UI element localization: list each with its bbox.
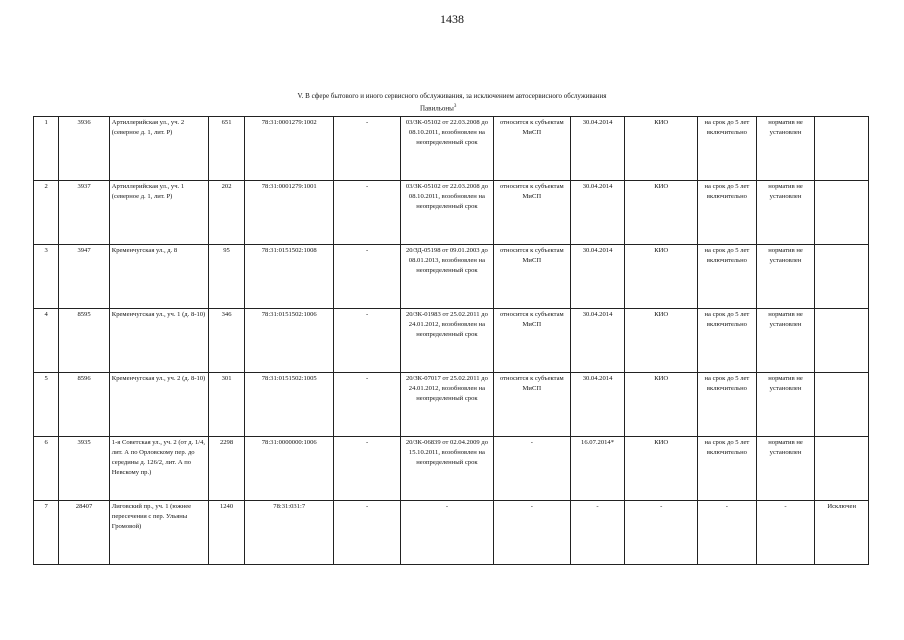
cell-term: на срок до 5 лет включительно [698,437,757,501]
table-row [34,501,869,565]
cell-row-number: 7 [34,501,59,565]
cell-norm-status: - [756,501,815,565]
cell-note [815,373,869,437]
registry-body [34,117,869,565]
cell-deadline-date: 30.04.2014 [570,245,625,309]
cell-responsible-org: - [625,501,698,565]
cell-object-id: 28407 [59,501,110,565]
cell-note [815,117,869,181]
cell-area: 651 [208,117,244,181]
cell-address: Артиллерийская ул., уч. 2 (северное д. 1, лит. Р) [109,117,208,181]
cell-cadastral-number: 78:31:0001279:1002 [245,117,334,181]
cell-contract-info: 20/ЗК-01983 от 25.02.2011 до 24.01.2012, возобновлен на неопределенный срок [400,309,493,373]
cell-extra-info: - [334,437,401,501]
cell-object-id: 3935 [59,437,110,501]
cell-area: 202 [208,181,244,245]
cell-row-number: 2 [34,181,59,245]
cell-extra-info: - [334,501,401,565]
subsection-title-text: Павильоны [420,104,454,113]
cell-area: 301 [208,373,244,437]
cell-smsp-status: относится к субъектам МиСП [493,373,570,437]
cell-extra-info: - [334,181,401,245]
cell-address: Артиллерийская ул., уч. 1 (северное д. 1, лит. Р) [109,181,208,245]
cell-contract-info: 20/ЗК-06839 от 02.04.2009 до 15.10.2011, возобновлен на неопределенный срок [400,437,493,501]
cell-cadastral-number: 78:31:0151502:1006 [245,309,334,373]
cell-note: Исключен [815,501,869,565]
cell-contract-info: - [400,501,493,565]
cell-contract-info: 20/ЗК-07017 от 25.02.2011 до 24.01.2012, возобновлен на неопределенный срок [400,373,493,437]
cell-responsible-org: КИО [625,373,698,437]
cell-responsible-org: КИО [625,437,698,501]
subsection-footnote-marker: 3 [453,104,457,109]
cell-term: на срок до 5 лет включительно [698,309,757,373]
cell-contract-info: 03/ЗК-05102 от 22.03.2008 до 08.10.2011, возобновлен на неопределенный срок [400,117,493,181]
cell-smsp-status: - [493,501,570,565]
cell-smsp-status: относится к субъектам МиСП [493,181,570,245]
cell-term: на срок до 5 лет включительно [698,245,757,309]
cell-extra-info: - [334,245,401,309]
cell-address: 1-я Советская ул., уч. 2 (от д. 1/4, лит. А по Орловскому пер. до середины д. 126/2, лит. А по Невскому пр.) [109,437,208,501]
cell-smsp-status: относится к субъектам МиСП [493,245,570,309]
cell-cadastral-number: 78:31:0151502:1008 [245,245,334,309]
cell-extra-info: - [334,309,401,373]
cell-address: Кременчугская ул., уч. 1 (д. 8-10) [109,309,208,373]
cell-object-id: 8595 [59,309,110,373]
cell-row-number: 1 [34,117,59,181]
cell-deadline-date: 30.04.2014 [570,373,625,437]
cell-norm-status: норматив не установлен [756,373,815,437]
cell-area: 2298 [208,437,244,501]
table-row [34,117,869,181]
cell-responsible-org: КИО [625,245,698,309]
cell-extra-info: - [334,117,401,181]
cell-address: Кременчугская ул., д. 8 [109,245,208,309]
table-row [34,373,869,437]
cell-responsible-org: КИО [625,181,698,245]
cell-object-id: 3947 [59,245,110,309]
cell-norm-status: норматив не установлен [756,245,815,309]
table-row [34,437,869,501]
cell-responsible-org: КИО [625,117,698,181]
cell-contract-info: 20/ЗД-05198 от 09.01.2003 до 08.01.2013, возобновлен на неопределенный срок [400,245,493,309]
cell-norm-status: норматив не установлен [756,309,815,373]
cell-object-id: 8596 [59,373,110,437]
cell-smsp-status: - [493,437,570,501]
cell-norm-status: норматив не установлен [756,117,815,181]
cell-deadline-date: 30.04.2014 [570,309,625,373]
table-row [34,245,869,309]
cell-cadastral-number: 78:31:031:7 [245,501,334,565]
cell-row-number: 6 [34,437,59,501]
cell-cadastral-number: 78:31:0151502:1005 [245,373,334,437]
cell-deadline-date: 30.04.2014 [570,181,625,245]
cell-area: 95 [208,245,244,309]
section-title: V. В сфере бытового и иного сервисного обслуживания, за исключением автосервисного обслуживания [297,92,607,100]
cell-contract-info: 03/ЗК-05102 от 22.03.2008 до 08.10.2011, возобновлен на неопределенный срок [400,181,493,245]
cell-row-number: 4 [34,309,59,373]
cell-norm-status: норматив не установлен [756,181,815,245]
table-row [34,181,869,245]
cell-responsible-org: КИО [625,309,698,373]
cell-note [815,309,869,373]
cell-area: 346 [208,309,244,373]
cell-cadastral-number: 78:31:0000000:1006 [245,437,334,501]
cell-note [815,437,869,501]
cell-object-id: 3936 [59,117,110,181]
subsection-title [420,104,456,112]
cell-term: - [698,501,757,565]
page-number: 1438 [440,12,464,26]
cell-note [815,245,869,309]
cell-address: Лиговский пр., уч. 1 (южнее пересечения с пер. Ульяны Громовой) [109,501,208,565]
cell-deadline-date: 16.07.2014* [570,437,625,501]
cell-row-number: 3 [34,245,59,309]
cell-deadline-date: 30.04.2014 [570,117,625,181]
cell-norm-status: норматив не установлен [756,437,815,501]
cell-cadastral-number: 78:31:0001279:1001 [245,181,334,245]
cell-deadline-date: - [570,501,625,565]
cell-extra-info: - [334,373,401,437]
cell-row-number: 5 [34,373,59,437]
cell-smsp-status: относится к субъектам МиСП [493,309,570,373]
cell-object-id: 3937 [59,181,110,245]
cell-term: на срок до 5 лет включительно [698,117,757,181]
cell-area: 1240 [208,501,244,565]
cell-term: на срок до 5 лет включительно [698,373,757,437]
registry-table [33,116,869,565]
cell-smsp-status: относится к субъектам МиСП [493,117,570,181]
table-row [34,309,869,373]
cell-term: на срок до 5 лет включительно [698,181,757,245]
cell-address: Кременчугская ул., уч. 2 (д. 8-10) [109,373,208,437]
cell-note [815,181,869,245]
